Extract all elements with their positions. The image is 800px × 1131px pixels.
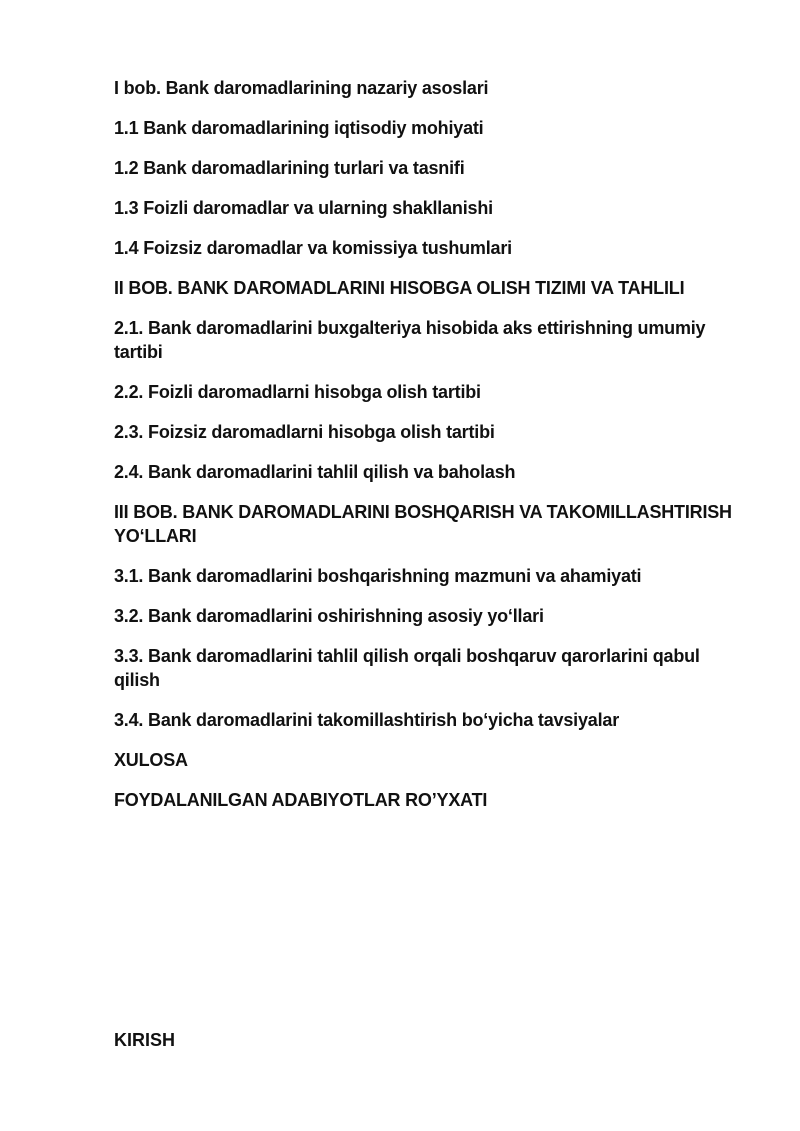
toc-section-2-1: 2.1. Bank daromadlarini buxgalteriya hisobida aks ettirishning umumiy tartibi [114,318,706,362]
toc-references: FOYDALANILGAN ADABIYOTLAR RO’YXATI [114,790,488,810]
toc-section-3-4: 3.4. Bank daromadlarini takomillashtirish bo‘yicha tavsiyalar [114,710,620,730]
table-of-contents [114,76,750,828]
toc-section-1-1: 1.1 Bank daromadlarining iqtisodiy mohiyati [114,118,484,138]
toc-section-2-4: 2.4. Bank daromadlarini tahlil qilish va baholash [114,462,516,482]
toc-section-2-3: 2.3. Foizsiz daromadlarni hisobga olish tartibi [114,422,495,442]
toc-section-3-3: 3.3. Bank daromadlarini tahlil qilish orqali boshqaruv qarorlarini qabul qilish [114,646,700,690]
toc-chapter-1: I bob. Bank daromadlarining nazariy asoslari [114,78,489,98]
toc-section-1-2: 1.2 Bank daromadlarining turlari va tasnifi [114,158,465,178]
toc-section-2-2: 2.2. Foizli daromadlarni hisobga olish tartibi [114,382,481,402]
toc-chapter-3: III BOB. BANK DAROMADLARINI BOSHQARISH VA TAKOMILLASHTIRISH YO‘LLARI [114,502,732,546]
toc-chapter-2: II BOB. BANK DAROMADLARINI HISOBGA OLISH TIZIMI VA TAHLILI [114,278,685,298]
introduction-heading: KIRISH [114,1030,176,1050]
toc-section-1-3: 1.3 Foizli daromadlar va ularning shakllanishi [114,198,493,218]
toc-section-3-2: 3.2. Bank daromadlarini oshirishning asosiy yo‘llari [114,606,544,626]
toc-section-3-1: 3.1. Bank daromadlarini boshqarishning mazmuni va ahamiyati [114,566,642,586]
toc-conclusion: XULOSA [114,750,188,770]
toc-section-1-4: 1.4 Foizsiz daromadlar va komissiya tushumlari [114,238,512,258]
